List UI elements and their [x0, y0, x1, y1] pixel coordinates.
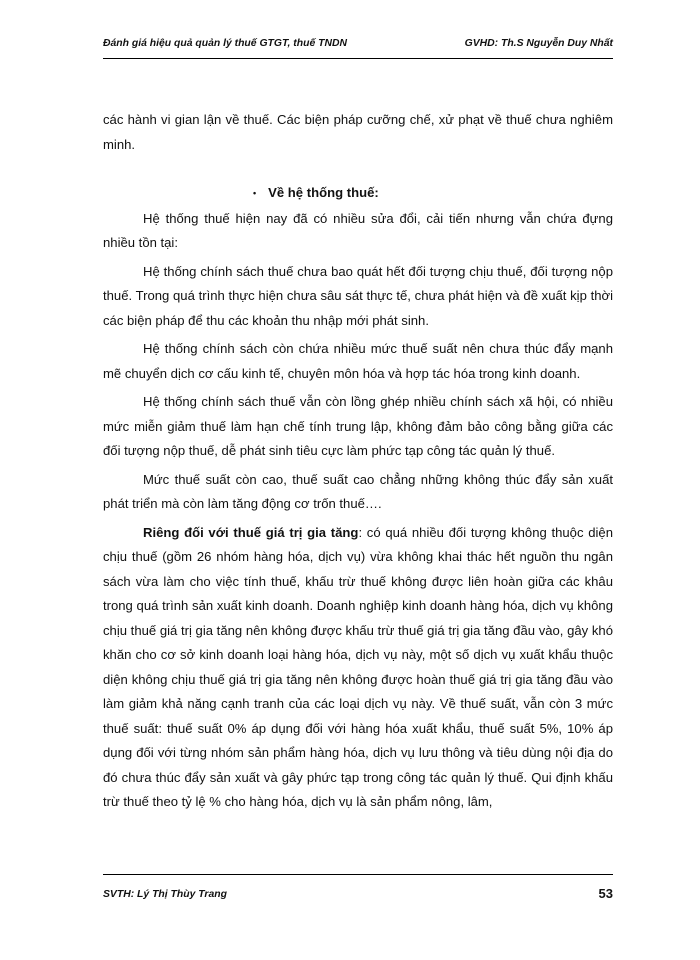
page-header: [103, 38, 613, 54]
section-heading: [103, 181, 613, 207]
paragraph-coverage: Hệ thống chính sách thuế chưa bao quát hết đối tượng chịu thuế, đối tượng nộp thuế. Trong quá trình thực hiện chưa sâu sát thực tế, chưa phát hiện và đề xuất kịp thời các biện pháp để thu các khoản thu nhập mới phát sinh.: [103, 263, 613, 328]
header-supervisor: GVHD: Th.S Nguyễn Duy Nhất: [464, 38, 613, 49]
paragraph-social-policy: Hệ thống chính sách thuế vẫn còn lồng ghép nhiều chính sách xã hội, có nhiều mức miễn giảm thuế làm hạn chế tính trung lập, không đảm bảo công bằng giữa các đối tượng nộp thuế, dễ phát sinh tiêu cực làm phức tạp công tác quản lý thuế.: [103, 394, 613, 458]
bullet-icon: •: [253, 188, 257, 198]
header-title: Đánh giá hiệu quả quản lý thuế GTGT, thuế TNDN: [103, 38, 347, 49]
page-footer: [103, 886, 613, 906]
paragraph-vat: [103, 521, 613, 815]
section-heading-text: Về hệ thống thuế:: [268, 185, 379, 200]
footer-rule: [103, 874, 613, 875]
paragraph-rates: Hệ thống chính sách còn chứa nhiều mức thuế suất nên chưa thúc đẩy mạnh mẽ chuyển dịch cơ cấu kinh tế, chuyên môn hóa và hợp tác hóa trong kinh doanh.: [103, 341, 613, 381]
paragraph-vat-text: : có quá nhiều đối tượng không thuộc diện chịu thuế (gồm 26 nhóm hàng hóa, dịch vụ) vừa không khai thác hết nguồn thu ngân sách vừa làm cho việc tính thuế, khấu trừ thuế không được liên hoàn giữa các khâu trong quá trình sản xuất kinh doanh. Doanh nghiệp kinh doanh hàng hóa, dịch vụ không chịu thuế giá trị gia tăng nên không được khấu trừ thuế giá trị gia tăng đầu vào, gây khó khăn cho cơ sở kinh doanh loại hàng hóa, dịch vụ này, một số dịch vụ xuất khẩu thuộc diện không chịu thuế giá trị gia tăng nên không được hoàn thuế giá trị gia tăng đầu vào làm giảm khả năng cạnh tranh của các loại dịch vụ này. Về thuế suất, vẫn còn 3 mức thuế suất: thuế suất 0% áp dụng đối với hàng hóa xuất khẩu, thuế suất 5%, 10% áp dụng đối với từng nhóm sản phẩm hàng hóa, dịch vụ lưu thông và tiêu dùng nội địa do đó chưa thúc đẩy sản xuất và gây phức tạp trong công tác quản lý thuế. Qui định khấu trừ thuế theo tỷ lệ % cho hàng hóa, dịch vụ là sản phẩm nông, lâm,: [103, 524, 613, 809]
section-gap: [103, 157, 613, 181]
paragraph-high-rates: Mức thuế suất còn cao, thuế suất cao chẳng những không thúc đẩy sản xuất phát triển mà còn làm tăng động cơ trốn thuế….: [103, 471, 613, 511]
document-body: [103, 108, 613, 815]
paragraph-vat-lead: Riêng đối với thuế giá trị gia tăng: [143, 524, 359, 540]
paragraph-intro: Hệ thống thuế hiện nay đã có nhiều sửa đổi, cải tiến nhưng vẫn chứa đựng nhiều tồn tại:: [103, 210, 613, 250]
page-number: 53: [598, 886, 613, 901]
footer-student: SVTH: Lý Thị Thùy Trang: [103, 889, 227, 900]
header-rule: [103, 58, 613, 59]
paragraph-continued: các hành vi gian lận về thuế. Các biện pháp cưỡng chế, xử phạt về thuế chưa nghiêm minh.: [103, 112, 613, 152]
